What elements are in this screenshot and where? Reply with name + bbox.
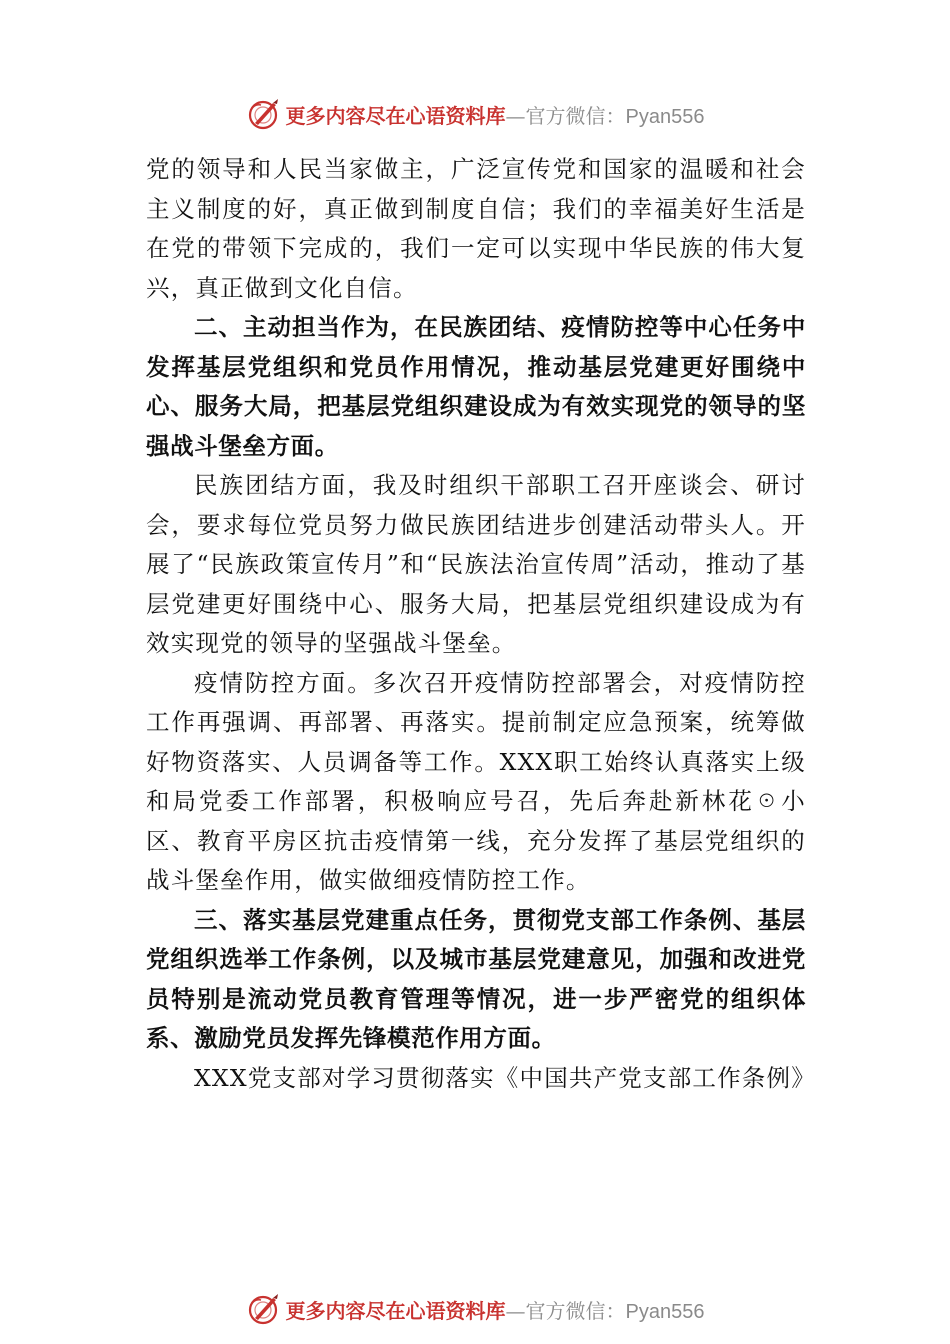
footer-banner-text: [286, 1295, 705, 1324]
header-wechat-label: 官方微信：: [525, 103, 626, 128]
brand-logo-icon: [246, 1291, 282, 1327]
footer-banner: [0, 1289, 950, 1329]
paragraph-branch-study: XXX党支部对学习贯彻落实《中国共产党支部工作条例》: [194, 1063, 816, 1092]
section-heading-3: 三、落实基层党建重点任务，贯彻党支部工作条例、基层党组织选举工作条例，以及城市基层党建意见，加强和改进党员特别是流动党员教育管理等情况，进一步严密党的组织体系、激励党员发挥先锋模范作用方面。: [146, 905, 806, 1052]
footer-site-name: 更多内容尽在心语资料库: [285, 1298, 506, 1323]
footer-wechat-id: Pyan556: [625, 1300, 705, 1323]
brand-logo-icon: [246, 96, 282, 132]
header-banner: [0, 94, 950, 134]
paragraph-epidemic-control: 疫情防控方面。多次召开疫情防控部署会，对疫情防控工作再强调、再部署、再落实。提前制定应急预案，统筹做好物资落实、人员调备等工作。XXX职工始终认真落实上级和局党委工作部署，积极响应号召，先后奔赴新林花☉小区、教育平房区抗击疫情第一线，充分发挥了基层党组织的战斗堡垒作用，做实做细疫情防控工作。: [146, 668, 806, 894]
footer-dash: —: [505, 1298, 526, 1323]
header-site-name: 更多内容尽在心语资料库: [285, 103, 506, 128]
paragraph-continuation: 党的领导和人民当家做主，广泛宣传党和国家的温暖和社会主义制度的好，真正做到制度自信；我们的幸福美好生活是在党的带领下完成的，我们一定可以实现中华民族的伟大复兴，真正做到文化自信。: [146, 155, 806, 302]
footer-wechat-label: 官方微信：: [525, 1298, 626, 1323]
section-heading-2: 二、主动担当作为，在民族团结、疫情防控等中心任务中发挥基层党组织和党员作用情况，推动基层党建更好围绕中心、服务大局，把基层党组织建设成为有效实现党的领导的坚强战斗堡垒方面。: [146, 313, 806, 460]
document-body: [146, 150, 816, 1098]
paragraph-ethnic-unity: 民族团结方面，我及时组织干部职工召开座谈会、研讨会，要求每位党员努力做民族团结进步创建活动带头人。开展了“民族政策宣传月”和“民族法治宣传周”活动，推动了基层党建更好围绕中心、服务大局，把基层党组织建设成为有效实现党的领导的坚强战斗堡垒。: [146, 471, 806, 657]
header-dash: —: [505, 103, 526, 128]
header-wechat-id: Pyan556: [625, 105, 705, 128]
header-banner-text: [286, 100, 705, 129]
